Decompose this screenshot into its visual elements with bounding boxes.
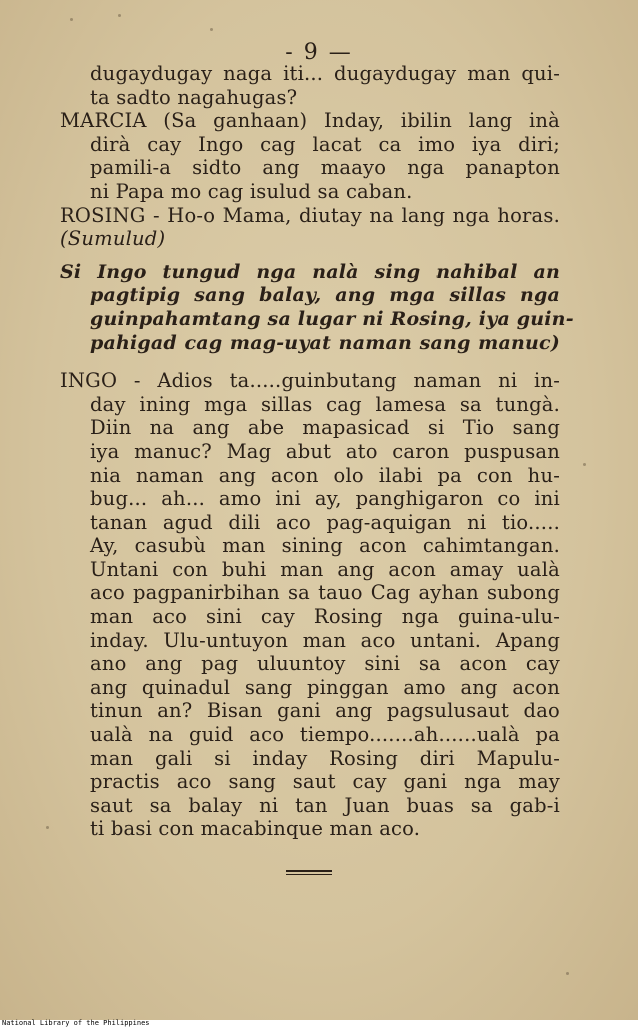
- text-line: Untani con buhi man ang acon amay ualà: [90, 557, 560, 581]
- paper-speck: [210, 28, 213, 31]
- text-line: MARCIA (Sa ganhaan) Inday, ibilin lang inà: [60, 109, 560, 133]
- text-line: (Sumulud): [60, 227, 166, 251]
- text-line: ti basi con macabinque man aco.: [90, 817, 421, 841]
- text-line: practis aco sang saut cay gani nga may: [90, 770, 560, 794]
- text-line: INGO - Adios ta.....guinbutang naman ni in-: [60, 369, 560, 393]
- dialogue-block: [60, 62, 560, 109]
- text-line: day ining mga sillas cag lamesa sa tungà.: [90, 392, 560, 416]
- text-line: inday. Ulu-untuyon man aco untani. Apang: [90, 628, 560, 652]
- text-line: pahigad cag mag-uyat naman sang manuc): [90, 331, 560, 354]
- text-line: guinpahamtang sa lugar ni Rosing, iya guin-: [90, 307, 574, 330]
- text-line: nia naman ang acon olo ilabi pa con hu-: [90, 463, 560, 487]
- text-line: pamili-a sidto ang maayo nga panapton: [90, 156, 560, 180]
- text-line: pagtipig sang balay, ang mga sillas nga: [90, 284, 560, 307]
- paper-speck: [118, 14, 121, 17]
- text-line: ROSING - Ho-o Mama, diutay na lang nga horas.: [60, 203, 560, 227]
- text-line: dirà cay Ingo cag lacat ca imo iya diri;: [90, 132, 560, 156]
- dialogue-block: [60, 204, 560, 251]
- text-line: ang quinadul sang pinggan amo ang acon: [90, 675, 560, 699]
- text-line: ta sadto nagahugas?: [90, 85, 298, 109]
- text-line: Ay, casubù man sining acon cahimtangan.: [90, 534, 560, 558]
- stage-direction: [60, 260, 574, 355]
- paper-speck: [583, 463, 586, 466]
- dialogue-block: [60, 369, 560, 841]
- text-line: Si Ingo tungud nga nalà sing nahibal an: [60, 260, 560, 283]
- text-line: iya manuc? Mag abut ato caron puspusan: [90, 439, 560, 463]
- paper-speck: [566, 972, 569, 975]
- page-text: [60, 62, 574, 841]
- text-line: Diin na ang abe mapasicad si Tio sang: [90, 416, 560, 440]
- page-number: - 9 —: [285, 40, 353, 65]
- text-line: ni Papa mo cag isulud sa caban.: [90, 179, 413, 203]
- text-line: tanan agud dili aco pag-aquigan ni tio.....: [90, 510, 560, 534]
- text-line: bug... ah... amo ini ay, panghigaron co ini: [90, 487, 560, 511]
- end-rule: [286, 870, 332, 872]
- dialogue-block: [60, 109, 560, 203]
- text-line: man gali si inday Rosing diri Mapulu-: [90, 746, 560, 770]
- library-credit: National Library of the Philippines: [2, 1019, 150, 1027]
- text-line: man aco sini cay Rosing nga guina-ulu-: [90, 605, 560, 629]
- paper-speck: [46, 826, 49, 829]
- text-line: dugaydugay naga iti... dugaydugay man qui-: [90, 62, 560, 85]
- text-line: saut sa balay ni tan Juan buas sa gab-i: [90, 793, 560, 817]
- text-line: aco pagpanirbihan sa tauo Cag ayhan subong: [90, 581, 560, 605]
- text-line: ano ang pag uluuntoy sini sa acon cay: [90, 652, 560, 676]
- text-line: tinun an? Bisan gani ang pagsulusaut dao: [90, 699, 560, 723]
- text-line: ualà na guid aco tiempo.......ah......ualà pa: [90, 723, 560, 747]
- paper-speck: [70, 18, 73, 21]
